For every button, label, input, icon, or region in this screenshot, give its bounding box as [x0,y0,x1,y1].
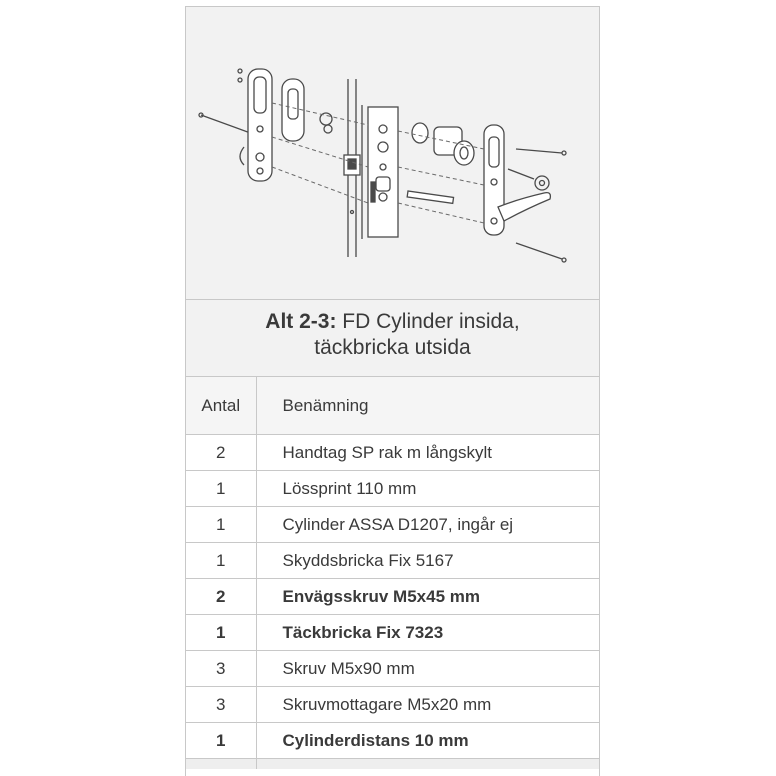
row-name: Skruv M5x90 mm [256,651,599,687]
footer-cell [256,759,599,769]
row-name: Handtag SP rak m långskylt [256,435,599,471]
footer-cell [186,759,256,769]
row-qty: 3 [186,651,256,687]
table-row [186,471,599,507]
title-line-2: täckbricka utsida [314,336,471,359]
row-name: Skruvmottagare M5x20 mm [256,687,599,723]
row-qty: 3 [186,687,256,723]
table-row [186,687,599,723]
lock-diagram [186,7,599,299]
table-row [186,579,599,615]
exploded-lock-assembly-illustration [186,7,599,299]
table-row [186,507,599,543]
table-row [186,615,599,651]
row-qty: 2 [186,435,256,471]
row-qty: 2 [186,579,256,615]
product-card [185,6,600,776]
section-title [186,299,599,376]
row-name: Skyddsbricka Fix 5167 [256,543,599,579]
row-name: Cylinder ASSA D1207, ingår ej [256,507,599,543]
row-qty: 1 [186,471,256,507]
row-name: Lössprint 110 mm [256,471,599,507]
row-name: Täckbricka Fix 7323 [256,615,599,651]
table-row [186,723,599,759]
title-line-1 [186,309,599,335]
title-prefix: Alt 2-3: [265,310,337,333]
column-header-qty: Antal [186,377,256,435]
table-header-row [186,377,599,435]
row-qty: 1 [186,723,256,759]
row-name: Cylinderdistans 10 mm [256,723,599,759]
row-qty: 1 [186,507,256,543]
table-row [186,651,599,687]
row-qty: 1 [186,615,256,651]
column-header-name: Benämning [256,377,599,435]
table-row [186,435,599,471]
table-row [186,543,599,579]
parts-table [186,376,599,769]
row-name: Envägsskruv M5x45 mm [256,579,599,615]
row-qty: 1 [186,543,256,579]
table-footer-strip [186,759,599,769]
title-rest: FD Cylinder insida, [336,310,520,333]
